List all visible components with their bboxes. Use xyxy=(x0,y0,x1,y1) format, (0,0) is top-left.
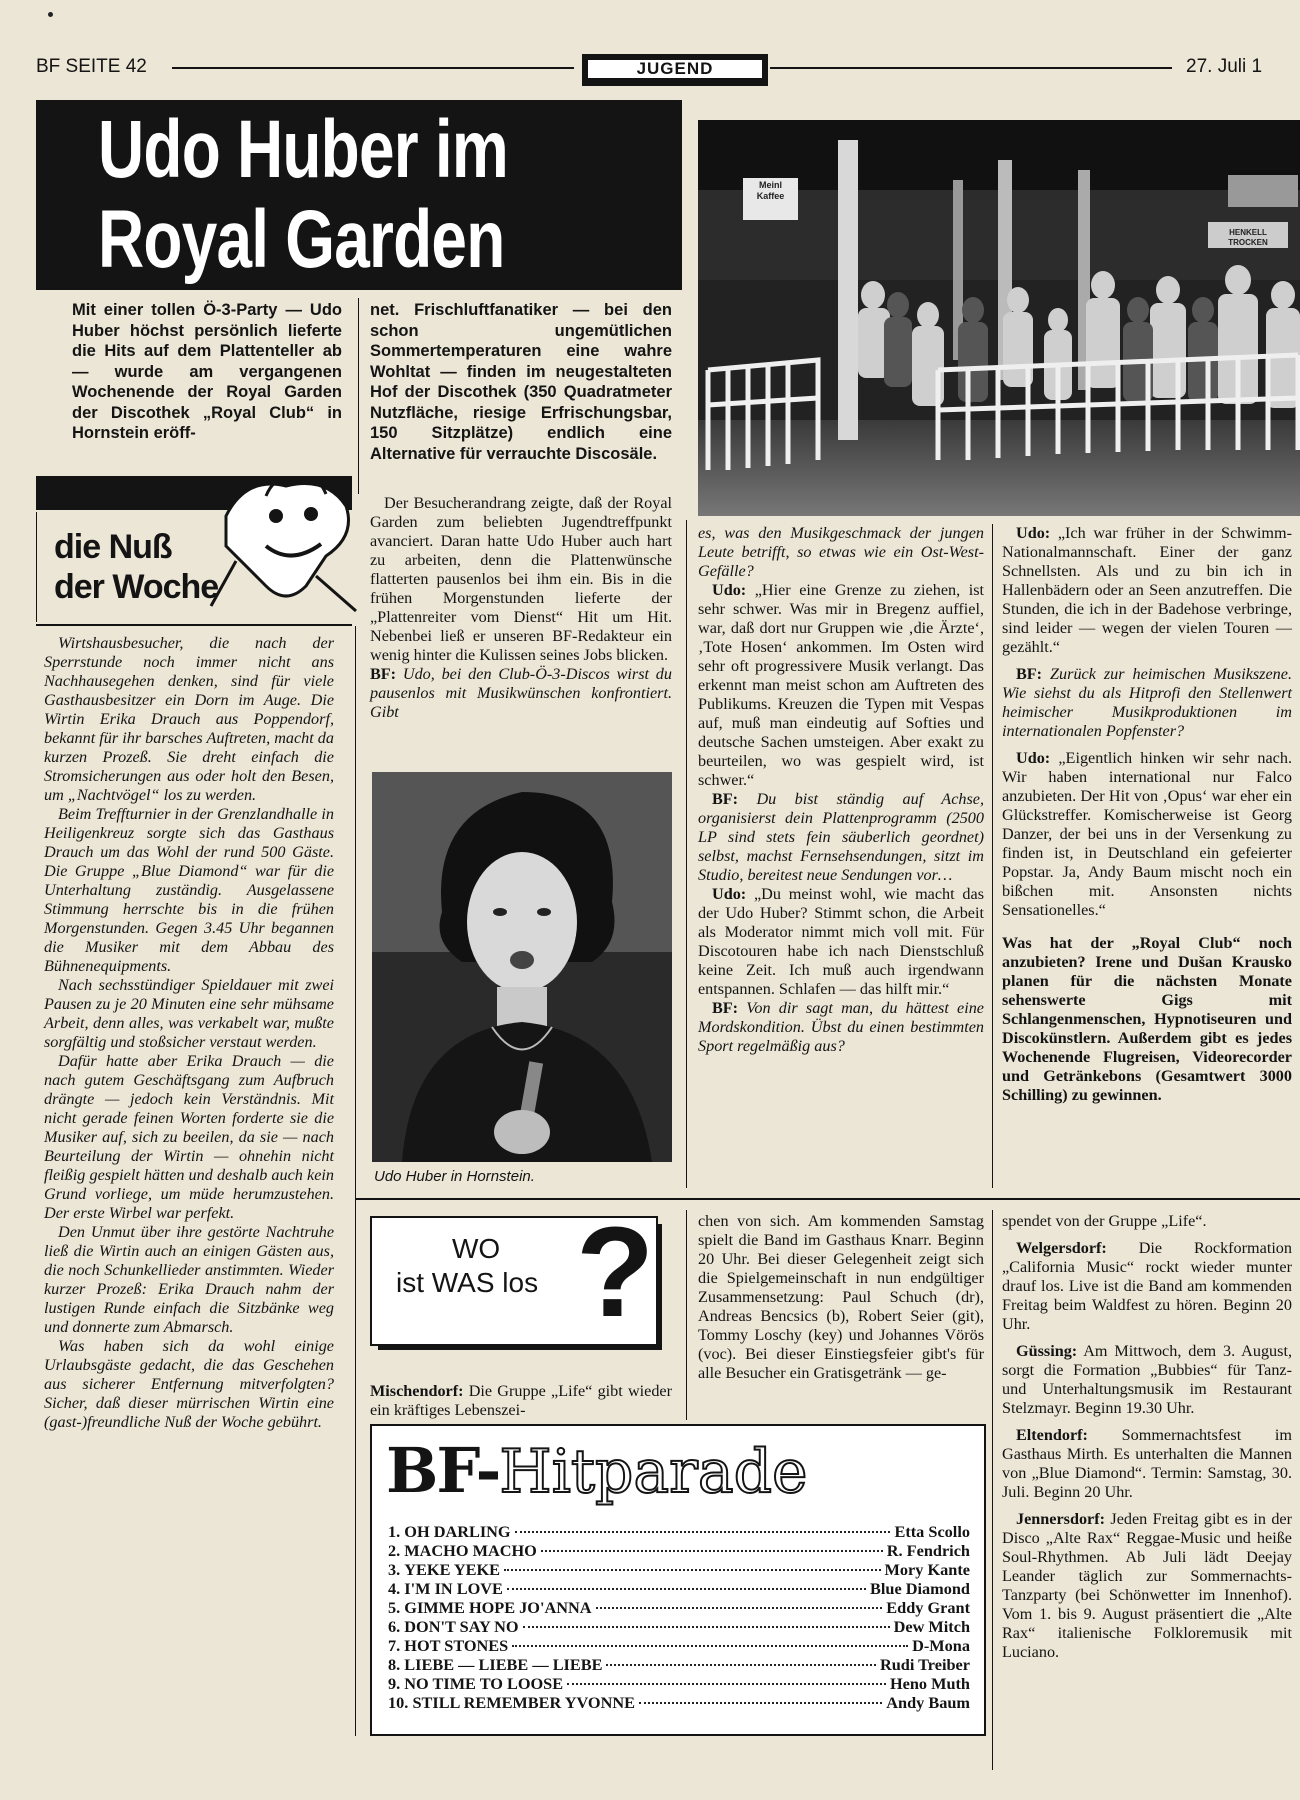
wo-label: WO xyxy=(452,1233,501,1264)
rank: 7. xyxy=(388,1636,401,1655)
speaker-label: BF: xyxy=(712,790,739,808)
section-box xyxy=(582,54,768,86)
hitparade-entry xyxy=(388,1560,970,1579)
nuss-paragraph: Was haben sich da wohl einige Urlaubsgäste gedacht, die das Geschehen aus sicherer Entfernung mitverfolgten? Sicher, daß dieser mürrischen Wirtin eine (gast-)freundliche Nuß der Woche gebührt. xyxy=(44,1337,334,1431)
wo-intro xyxy=(370,1382,672,1420)
speaker-label: BF: xyxy=(712,999,739,1017)
page-label: BF SEITE 42 xyxy=(36,56,147,77)
nuss-paragraph: Wirtshausbesucher, die nach der Sperrstunde noch immer nicht ans Nachhausegehen denken, sind für viele Gasthausbesitzer ein Dorn im Auge. Die Wirtin Erika Drauch aus Poppendorf, bekannt für ihr barsches Auftreten, macht da kurzen Prozeß. Sie dreht einfach die Stromsicherungen aus oder holt den Besen, um „Nachtvögel“ los zu werden. xyxy=(44,634,334,804)
royal-club-outlook: Was hat der „Royal Club“ noch anzubieten? Irene und Dušan Krausko planen für die nächsten Monate sehenswerte Gigs mit Schlangenmenschen, Hypnotiseuren und Discokünstlern. Außerdem gibt es jedes Wochenende Flugreisen, Videorecorder und Getränkebons (Gesamtwert 3000 Schilling) zu gewinnen. xyxy=(1002,934,1292,1104)
interview-col-4 xyxy=(1002,524,1292,1105)
headline-box xyxy=(36,100,682,290)
song-title: DON'T SAY NO xyxy=(404,1617,519,1636)
wo-ist-was-los-box xyxy=(370,1201,670,1356)
photo-caption: Udo Huber in Hornstein. xyxy=(374,1168,535,1185)
rank: 10. xyxy=(388,1693,409,1712)
hitparade-entry xyxy=(388,1541,970,1560)
answer-text: „Hier eine Grenze zu ziehen, ist sehr schwer. Was mir in Bregenz auffiel, war, daß dort nur Gruppen wie ‚die Ärzte‘, ‚Tote Hosen‘ ankommen. Im Osten wird sehr oft progressivere Musik verlangt. Das erkennt man meist schon am Auftreten des Publikums. Kreuzen die Typen mit Vespas auf, muß man eindeutig auf Softies und deutsche Sachen umsteigen. Aber exakt zu beurteilen, wo was gespielt wird, ist schwer.“ xyxy=(698,581,985,789)
nuss-paragraph: Beim Treffturnier in der Grenzlandhalle in Heiligenkreuz sorgte sich das Gasthaus Drauch um das Wohl der rund 500 Gäste. Die Gruppe „Blue Diamond“ war für die Unterhaltung zuständig. Ausgelassene Stimmung herrschte bis in die frühen Morgenstunden. Gegen 3.45 Uhr begannen die Musiker mit dem Abbau des Bühnenequipments. xyxy=(44,805,334,975)
artist: Eddy Grant xyxy=(886,1598,970,1617)
hitparade-entry xyxy=(388,1598,970,1617)
speaker-label: Udo: xyxy=(1016,749,1051,767)
hitparade-entry xyxy=(388,1617,970,1636)
song-title: I'M IN LOVE xyxy=(404,1579,503,1598)
place-label: Welgersdorf: xyxy=(1016,1239,1107,1257)
question-mark-icon: ? xyxy=(576,1201,655,1344)
artist: Blue Diamond xyxy=(870,1579,970,1598)
hitparade-entry xyxy=(388,1636,970,1655)
rank: 6. xyxy=(388,1617,401,1636)
question-text: Zurück zur heimischen Musikszene. Wie siehst du als Hitprofi den Stellenwert heimischer Musikproduktionen im internationalen Popfenster? xyxy=(1002,665,1292,740)
nuss-title-1: die Nuß xyxy=(54,528,172,566)
speaker-label: BF: xyxy=(370,665,397,683)
place-label: Mischendorf: xyxy=(370,1382,464,1400)
event-text: Die Gruppe „Life“ gibt wieder ein kräftiges Lebenszei- xyxy=(370,1382,672,1419)
nuss-title-2: der Woche xyxy=(54,568,219,606)
hitparade-entry xyxy=(388,1522,970,1541)
column-divider xyxy=(355,626,356,1736)
nuss-article xyxy=(44,634,334,1432)
hitparade-title xyxy=(386,1436,808,1507)
question-text: Udo, bei den Club-Ö-3-Discos wirst du pausenlos mit Musikwünschen konfrontiert. Gibt xyxy=(370,665,672,721)
artist: D-Mona xyxy=(912,1636,970,1655)
question-text: Du bist ständig auf Achse, organisierst dein Plattenprogramm (2500 LP sind stets fein säuberlich geordnet) selbst, machst Fernsehsendungen, sitzt im Studio, bereitest neue Sendungen vor… xyxy=(698,790,985,884)
photo-sign-henkell: HENKELL TROCKEN xyxy=(1228,228,1268,247)
hitparade-entry xyxy=(388,1579,970,1598)
artist: Andy Baum xyxy=(886,1693,970,1712)
song-title: HOT STONES xyxy=(404,1636,509,1655)
song-title: STILL REMEMBER YVONNE xyxy=(412,1693,635,1712)
answer-text: „Du meinst wohl, wie macht das der Udo Huber? Stimmt schon, die Arbeit als Moderator nimmt mich voll mit. Für Discotouren habe ich nach Dienstschluß keine Zeit. Ich muß auch irgendwann entspannen. Schlafen — das hilft mir.“ xyxy=(698,885,984,998)
song-title: LIEBE — LIEBE — LIEBE xyxy=(404,1655,603,1674)
answer-text: „Eigentlich hinken wir sehr nach. Wir haben international nur Falco anzubieten. Der Hit von ‚Opus‘ war eher ein Glückstreffer. Komischerweise ist Georg Danzer, der bei uns in der Versenkung zu finden ist, in Deutschland ein gefeierter Popstar. Ja, Andy Baum mischt noch ein bißchen mit. Ansonsten nichts Sensationelles.“ xyxy=(1002,749,1293,919)
rank: 5. xyxy=(388,1598,401,1617)
nuss-paragraph: Dafür hatte aber Erika Drauch — die nach gutem Geschäftsgang zum Aufbruch drängte — jedoch kein Verständnis. Mit nicht gerade feinen Worten forderte sie die Musiker auf, sich zu beeilen, da sie — nach Beurteilung der Wirtin — ohnehin nicht fleißig gespielt hätten und deshalb auch kein Grund vorliege, um müde herumzustehen. Der erste Wirbel war perfekt. xyxy=(44,1052,334,1222)
hitparade-list xyxy=(388,1522,970,1712)
hitparade-box xyxy=(370,1424,986,1736)
wo-col-4 xyxy=(1002,1212,1292,1662)
event-text: Sommernachtsfest im Gasthaus Mirth. Es unterhalten die Mannen von „Blue Diamond“. Termin: Samstag, 30. Juli. Beginn 20 Uhr. xyxy=(1002,1426,1293,1501)
lead-col-2: net. Frischluftfanatiker — bei den schon ungemütlichen Sommertemperaturen eine wahre Wohltat — finden im neugestalteten Hof der Discothek (350 Quadratmeter Nutzfläche, riesige Erfrischungsbar, 150 Sitzplätze) endlich eine Alternative für verrauchte Discosäle. xyxy=(370,301,672,463)
header-rule-right xyxy=(770,67,1172,69)
place-label: Jennersdorf: xyxy=(1016,1510,1106,1528)
speaker-label: Udo: xyxy=(712,885,747,903)
song-title: NO TIME TO LOOSE xyxy=(404,1674,564,1693)
artist: Etta Scollo xyxy=(894,1522,970,1541)
headline-line-1: Udo Huber im xyxy=(98,104,508,195)
question-text: Von dir sagt man, du hättest eine Mordskondition. Übst du einen bestimmten Sport regelmäßig aus? xyxy=(698,999,984,1055)
print-mark xyxy=(48,12,53,17)
artist: Heno Muth xyxy=(889,1674,970,1693)
header-rule-left xyxy=(172,67,574,69)
udo-photo xyxy=(372,772,672,1162)
artist: R. Fendrich xyxy=(886,1541,970,1560)
event-text: Am Mittwoch, dem 3. August, sorgt die Formation „Bubbies“ für Tanz- und Unterhaltungsmusik im Restaurant Stelzmayr. Beginn 19.30 Uhr. xyxy=(1002,1342,1292,1417)
article-paragraph: Der Besucherandrang zeigte, daß der Royal Garden zum beliebten Jugendtreffpunkt avanciert. Daran hatte Udo Huber auch hart zu arbeiten, denn die Plattenwünsche flatterten pausenlos bei ihm ein. Bis in die frühen Morgenstunden lieferte der „Plattenreiter vom Dienst“ Hit um Hit. Nebenbei ließ er unseren BF-Redakteur ein wenig hinter die Kulissen seines Jobs blicken. xyxy=(370,494,672,664)
event-text: Jeden Freitag gibt es in der Disco „Alte Rax“ Reggae-Music und heiße Soul-Rhythmen. Ab Juli lädt Deejay Leander täglich zur Sommernachts-Tanzparty (bei Schönwetter im Innenhof). Vom 1. bis 9. August präsentiert die „Alte Rax“ italienische Folkloremusik mit Luciano. xyxy=(1002,1510,1292,1661)
speaker-label: Udo: xyxy=(1016,524,1051,542)
wo-col-3 xyxy=(698,1212,984,1383)
nutcracker-cartoon-icon xyxy=(206,466,366,616)
event-text: chen von sich. Am kommenden Samstag spielt die Band im Gasthaus Knarr. Beginn 20 Uhr. Bei dieser Gelegenheit zeigt sich die Spielgemeinschaft in nun endgültiger Zusammensetzung: Paul Schuch (dr), Andreas Bencsics (b), Robert Seier (git), Tommy Loschy (key) und Johannes Vörös (voc). Bei dieser Einstiegsfeier gibt's für alle Besucher ein Gratisgetränk — ge- xyxy=(698,1212,984,1382)
rank: 2. xyxy=(388,1541,401,1560)
rank: 8. xyxy=(388,1655,401,1674)
interview-col-3 xyxy=(698,524,984,1056)
artist: Mory Kante xyxy=(884,1560,970,1579)
photo-sign-kaffee: Meinl Kaffee xyxy=(756,180,785,201)
hitparade-entry xyxy=(388,1693,970,1712)
speaker-label: BF: xyxy=(1016,665,1043,683)
nuss-paragraph: Nach sechsstündiger Spieldauer mit zwei Pausen zu je 20 Minuten eine sehr mühsame Arbeit, denn alles, was verkabelt war, mußte sorgfältig und stoßsicher verstaut werden. xyxy=(44,976,334,1051)
place-label: Güssing: xyxy=(1016,1342,1078,1360)
rank: 1. xyxy=(388,1522,401,1541)
song-title: MACHO MACHO xyxy=(404,1541,537,1560)
hitparade-entry xyxy=(388,1674,970,1693)
interview-line: es, was den Musikgeschmack der jungen Leute betrifft, so etwas wie ein Ost-West-Gefälle? xyxy=(698,524,984,580)
answer-text: „Ich war früher in der Schwimm-Nationalmannschaft. Einer der ganz Schnellsten. Als und zu bin ich in Hallenbädern oder an Seen anzutreffen. Die Stunden, die ich in der Badehose verbringe, sind leider — wegen der vielen Touren — gezählt.“ xyxy=(1002,524,1292,656)
nuss-header xyxy=(36,476,352,626)
nuss-paragraph: Den Unmut über ihre gestörte Nachtruhe ließ die Wirtin auch an einigen Gästen aus, die noch Schunkellieder anstimmten. Wieder kurzer Prozeß: Erika Drauch nahm der lustigen Runde einfach die Sitzbänke weg und donnerte zum Abmarsch. xyxy=(44,1223,334,1336)
hitparade-entry xyxy=(388,1655,970,1674)
artist: Dew Mitch xyxy=(893,1617,970,1636)
event-text: Die Rockformation „California Music“ rockt wieder munter drauf los. Live ist die Band am kommenden Freitag beim Waldfest zu hören. Beginn 20 Uhr. xyxy=(1002,1239,1292,1333)
place-label: Eltendorf: xyxy=(1016,1426,1088,1444)
section-label: JUGEND xyxy=(636,59,714,78)
event-text: spendet von der Gruppe „Life“. xyxy=(1002,1212,1207,1230)
lead-col-1: Mit einer tollen Ö-3-Party — Udo Huber höchst persönlich lieferte die Hits auf dem Plattenteller ab — wurde am vergangenen Wochenende der Royal Garden der Discothek „Royal Club“ in Hornstein eröff- xyxy=(72,301,342,442)
issue-date: 27. Juli 1 xyxy=(1186,56,1263,77)
udo-portrait-image xyxy=(372,772,672,1162)
rank: 4. xyxy=(388,1579,401,1598)
lead-divider xyxy=(358,298,359,494)
section-separator xyxy=(356,1198,1300,1200)
wo-ist-was-los-label: ist WAS los xyxy=(396,1267,539,1298)
song-title: YEKE YEKE xyxy=(404,1560,501,1579)
speaker-label: Udo: xyxy=(712,581,747,599)
rank: 9. xyxy=(388,1674,401,1693)
rank: 3. xyxy=(388,1560,401,1579)
hitparade-title-prefix: BF- xyxy=(386,1434,500,1507)
artist: Rudi Treiber xyxy=(879,1655,970,1674)
hitparade-title-word: Hitparade xyxy=(499,1437,808,1507)
disco-photo xyxy=(698,120,1300,516)
headline-line-2: Royal Garden xyxy=(98,194,505,285)
song-title: GIMME HOPE JO'ANNA xyxy=(404,1598,592,1617)
article-col-2 xyxy=(370,494,672,722)
song-title: OH DARLING xyxy=(404,1522,511,1541)
